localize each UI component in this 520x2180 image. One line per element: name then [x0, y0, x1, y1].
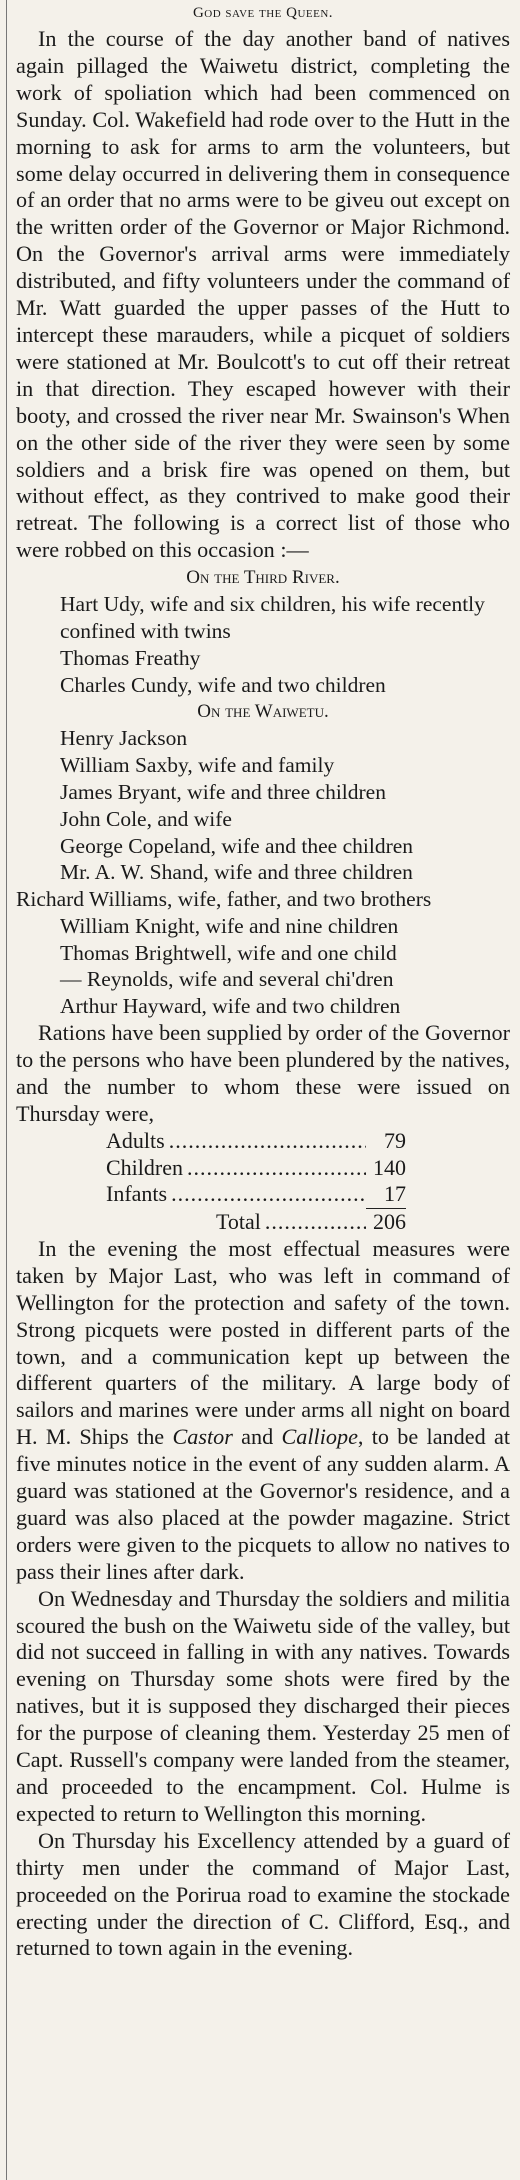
rations-label: Infants — [106, 1181, 168, 1207]
rations-total-label: Total — [216, 1209, 261, 1235]
column-rule — [6, 0, 7, 2180]
rations-table — [106, 1128, 406, 1236]
rations-label: Children — [106, 1154, 183, 1180]
paragraph-evening-measures: In the evening the most effectual measures were taken by Major Last, who was left in command of Wellington for the protection and safety of the town. Strong picquets were posted in different parts of the town, and a communication kept up between the different quarters of the military. A large body of sailors and marines were under arms all night on board H. M. Ships the Castor and Calliope, to be landed at five minutes notice in the event of any sudden alarm. A guard was stationed at the Governor's residence, and a guard was also placed at the powder magazine. Strict orders were given to the picquets to allow no natives to pass their lines after dark. — [16, 1235, 510, 1584]
list-item: Mr. A. W. Shand, wife and three children — [60, 860, 413, 885]
rations-row — [106, 1181, 406, 1209]
rations-value: 17 — [366, 1181, 406, 1209]
list-item: Arthur Hayward, wife and two children — [60, 994, 401, 1019]
list-item: Richard Williams, wife, father, and two brothers — [16, 887, 432, 912]
rations-total-row — [216, 1209, 406, 1236]
paragraph-pillage: In the course of the day another band of natives again pillaged the Waiwetu district, completing the work of spoliation which had been commenced on Sunday. Col. Wakefield had rode over to the Hutt in the morning to ask for arms to arm the volunteers, but some delay occurred in delivering them in consequence of an order that no arms were to be giveu out except on the written order of the Governor or Major Richmond. On the Governor's arrival arms were immediately distributed, and fifty volunteers under the command of Mr. Watt guarded the upper passes of the Hutt to intercept these marauders, while a picquet of soldiers were stationed at Mr. Boulcott's to cut off their retreat in that direction. They escaped however with their booty, and crossed the river near Mr. Swainson's When on the other side of the river they were seen by some soldiers and a brisk fire was opened on them, but without effect, as they contrived to make good their retreat. The following is a correct list of those who were robbed on this occasion :— — [16, 26, 510, 563]
rations-label: Adults — [106, 1127, 165, 1153]
list-item: Thomas Brightwell, wife and one child — [60, 940, 397, 965]
paragraph-rations: Rations have been supplied by order of the Governor to the persons who have been plundered by the natives, and the number to whom these were issued on Thursday were, — [16, 1020, 510, 1126]
masthead-title: God save the Queen. — [192, 5, 334, 21]
list-item: — Reynolds, wife and several chi'dren — [60, 967, 394, 992]
list-item: Hart Udy, wife and six children, his wife recently confined with twins — [60, 592, 485, 643]
list-waiwetu — [16, 725, 510, 1020]
rations-row — [106, 1155, 406, 1182]
rations-row — [106, 1128, 406, 1155]
rations-total-value: 206 — [373, 1209, 406, 1235]
ship-name: Calliope — [281, 1424, 358, 1450]
paragraph-excellency: On Thursday his Excellency attended by a guard of thirty men under the command of Major Last, proceeded on the Porirua road to examine the stockade erecting under the direction of C. Clifford, Esq., and returned to town again in the evening. — [16, 1827, 510, 1961]
list-item: Henry Jackson — [60, 726, 188, 751]
paragraph-scouring: On Wednesday and Thursday the soldiers and militia scoured the bush on the Waiwetu side of the valley, but did not succeed in falling in with any natives. Towards evening on Thursday some shots were fired by the natives, but it is supposed they discharged their pieces for the purpose of cleaning them. Yesterday 25 men of Capt. Russell's company were landed from the steamer, and proceeded to the encampment. Col. Hulme is expected to return to Wellington this morning. — [16, 1585, 510, 1826]
list-item: William Saxby, wife and family — [60, 753, 335, 778]
heading-third-river: On the Third River. — [186, 567, 340, 589]
heading-waiwetu: On the Waiwetu. — [197, 701, 329, 723]
list-item: George Copeland, wife and thee children — [60, 833, 414, 858]
rations-value: 79 — [384, 1127, 406, 1153]
rations-value: 140 — [373, 1154, 406, 1180]
list-item: William Knight, wife and nine children — [60, 913, 399, 938]
list-item: John Cole, and wife — [60, 806, 232, 831]
list-item: James Bryant, wife and three children — [60, 779, 386, 804]
ship-name: Castor — [172, 1424, 233, 1450]
list-item: Thomas Freathy — [60, 645, 201, 670]
list-item: Charles Cundy, wife and two children — [60, 672, 386, 697]
list-third-river — [16, 591, 510, 698]
